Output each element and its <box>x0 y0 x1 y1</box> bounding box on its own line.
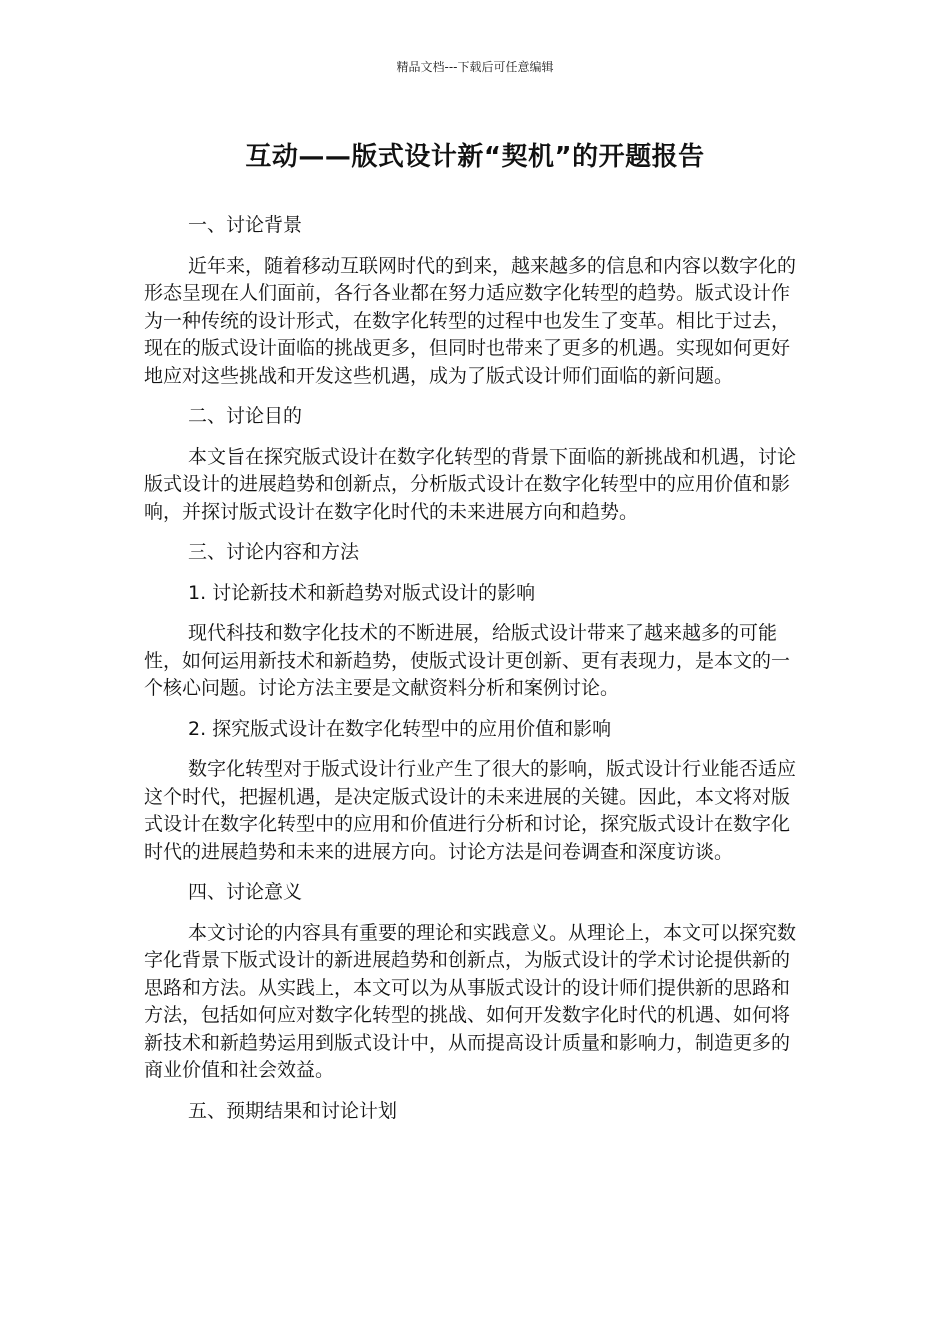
section-heading-significance: 四、讨论意义 <box>188 881 303 903</box>
section-heading-background: 一、讨论背景 <box>188 214 303 236</box>
paragraph-subsection-1: 现代科技和数字化技术的不断进展，给版式设计带来了越来越多的可能性，如何运用新技术和新趋势，使版式设计更创新、更有表现力，是本文的一个核心问题。讨论方法主要是文献资料分析和案例讨论。 <box>144 622 791 699</box>
section-heading-content-methods: 三、讨论内容和方法 <box>188 541 360 563</box>
paragraph-subsection-2: 数字化转型对于版式设计行业产生了很大的影响，版式设计行业能否适应这个时代，把握机遇，是决定版式设计的未来进展的关键。因此，本文将对版式设计在数字化转型中的应用和价值进行分析和讨论，探究版式设计在数字化时代的进展趋势和未来的进展方向。讨论方法是问卷调查和深度访谈。 <box>144 758 797 863</box>
section-heading-expected-results: 五、预期结果和讨论计划 <box>188 1099 398 1122</box>
paragraph-significance: 本文讨论的内容具有重要的理论和实践意义。从理论上，本文可以探究数字化背景下版式设计的新进展趋势和创新点，为版式设计的学术讨论提供新的思路和方法。从实践上，本文可以为从事版式设计的设计师们提供新的思路和方法，包括如何应对数字化转型的挑战、如何开发数字化时代的机遇、如何将新技术和新趋势运用到版式设计中，从而提高设计质量和影响力，制造更多的商业价值和社会效益。 <box>144 921 797 1081</box>
paragraph-background: 近年来，随着移动互联网时代的到来，越来越多的信息和内容以数字化的形态呈现在人们面前，各行各业都在努力适应数字化转型的趋势。版式设计作为一种传统的设计形式，在数字化转型的过程中也发生了变革。相比于过去，现在的版式设计面临的挑战更多，但同时也带来了更多的机遇。实现如何更好地应对这些挑战和开发这些机遇，成为了版式设计师们面临的新问题。 <box>144 254 797 387</box>
document-body <box>144 212 804 1125</box>
section-heading-purpose: 二、讨论目的 <box>188 405 303 427</box>
subsection-heading-1: 1. 讨论新技术和新趋势对版式设计的影响 <box>188 581 536 604</box>
document-title: 互动——版式设计新“契机”的开题报告 <box>245 142 705 172</box>
watermark-header: 精品文档---下载后可任意编辑 <box>396 60 554 74</box>
paragraph-purpose: 本文旨在探究版式设计在数字化转型的背景下面临的新挑战和机遇，讨论版式设计的进展趋势和创新点，分析版式设计在数字化转型中的应用价值和影响，并探讨版式设计在数字化时代的未来进展方向和趋势。 <box>144 445 797 523</box>
subsection-heading-2: 2. 探究版式设计在数字化转型中的应用价值和影响 <box>188 717 612 740</box>
